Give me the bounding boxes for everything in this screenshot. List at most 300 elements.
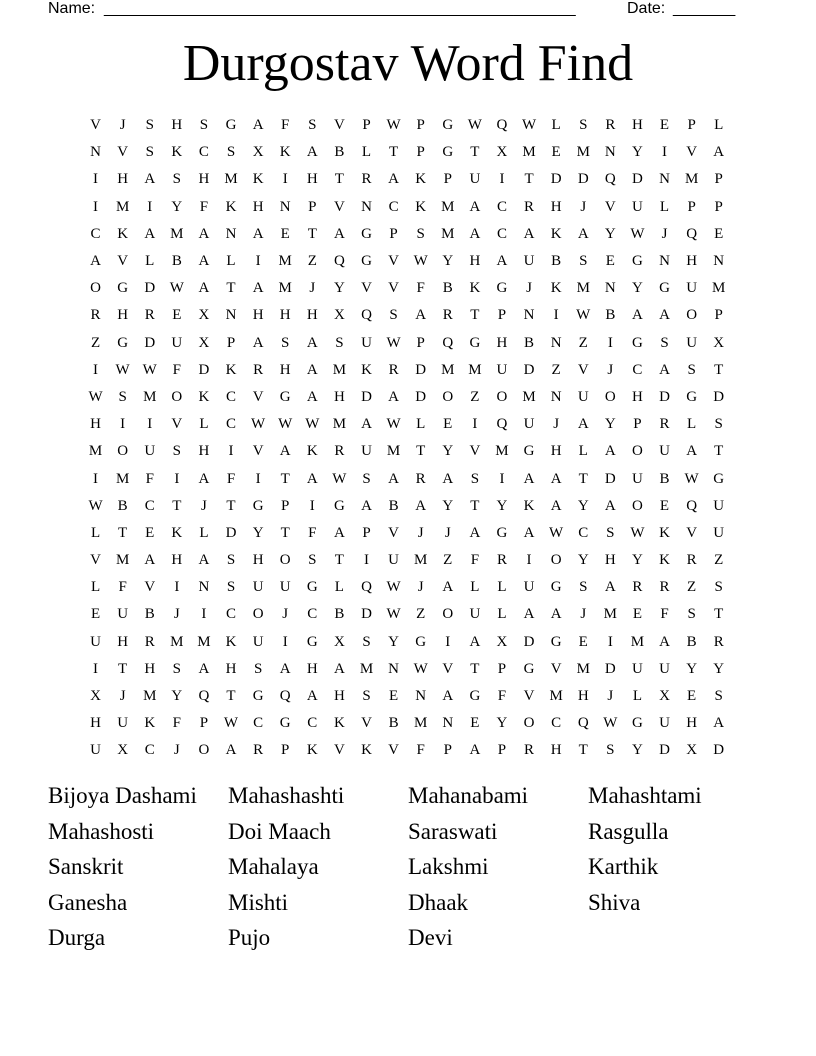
grid-letter: A bbox=[198, 660, 210, 677]
grid-letter: W bbox=[88, 388, 103, 405]
grid-letter: K bbox=[415, 198, 427, 215]
grid-letter: W bbox=[169, 280, 184, 297]
grid-letter: L bbox=[659, 198, 670, 215]
grid-letter: R bbox=[659, 416, 670, 433]
grid-letter: C bbox=[90, 225, 101, 242]
grid-letter: E bbox=[714, 225, 724, 242]
grid-letter: I bbox=[526, 552, 532, 569]
grid-letter: R bbox=[713, 633, 724, 650]
grid-letter: G bbox=[252, 497, 264, 514]
grid-letter: X bbox=[198, 334, 210, 351]
grid-letter: A bbox=[415, 307, 427, 324]
grid-letter: G bbox=[496, 524, 508, 541]
grid-letter: M bbox=[414, 552, 428, 569]
grid-letter: Z bbox=[307, 253, 317, 270]
grid-letter: E bbox=[443, 416, 453, 433]
grid-letter: S bbox=[714, 579, 723, 596]
grid-letter: Y bbox=[713, 660, 725, 677]
grid-letter: A bbox=[469, 198, 481, 215]
grid-letter: B bbox=[551, 253, 562, 270]
grid-letter: W bbox=[386, 117, 401, 134]
grid-letter: H bbox=[279, 307, 291, 324]
grid-letter: I bbox=[607, 633, 613, 650]
grid-letter: Z bbox=[578, 334, 588, 351]
grid-letter: P bbox=[281, 742, 290, 759]
grid-letter: K bbox=[198, 388, 210, 405]
grid-letter: O bbox=[198, 742, 210, 759]
grid-letter: W bbox=[386, 579, 401, 596]
grid-letter: Y bbox=[496, 497, 508, 514]
grid-letter: U bbox=[713, 524, 725, 541]
grid-letter: G bbox=[442, 117, 454, 134]
grid-letter: Q bbox=[496, 117, 508, 134]
grid-letter: M bbox=[359, 660, 374, 677]
grid-letter: M bbox=[522, 144, 536, 161]
grid-letter: G bbox=[686, 388, 698, 405]
grid-letter: Z bbox=[416, 606, 426, 623]
grid-letter: A bbox=[144, 225, 156, 242]
grid-letter: V bbox=[90, 552, 101, 569]
word-list-item: Mahanabami bbox=[408, 783, 529, 808]
grid-letter: J bbox=[444, 524, 451, 541]
grid-letter: W bbox=[630, 524, 645, 541]
grid-letter: A bbox=[604, 579, 616, 596]
grid-letter: K bbox=[361, 742, 372, 759]
grid-letter: I bbox=[472, 416, 478, 433]
grid-letter: M bbox=[332, 361, 347, 378]
grid-letter: J bbox=[553, 416, 560, 433]
grid-letter: A bbox=[632, 307, 643, 324]
grid-letter: X bbox=[117, 742, 129, 759]
grid-letter: T bbox=[226, 688, 236, 705]
grid-letter: U bbox=[686, 334, 698, 351]
grid-letter: G bbox=[523, 660, 535, 677]
grid-letter: S bbox=[145, 117, 154, 134]
grid-letter: R bbox=[253, 361, 264, 378]
grid-letter: Y bbox=[442, 253, 454, 270]
grid-letter: D bbox=[415, 388, 427, 405]
grid-letter: R bbox=[524, 742, 535, 759]
grid-letter: E bbox=[605, 253, 615, 270]
grid-row bbox=[82, 683, 734, 710]
grid-letter: Y bbox=[333, 280, 345, 297]
grid-letter: G bbox=[523, 443, 535, 460]
grid-letter: A bbox=[550, 606, 562, 623]
grid-letter: Y bbox=[604, 225, 616, 242]
grid-letter: G bbox=[659, 280, 670, 297]
word-list-item: Mahalaya bbox=[228, 854, 319, 880]
grid-letter: Q bbox=[686, 497, 698, 514]
grid-letter: Y bbox=[388, 633, 399, 650]
grid-letter: W bbox=[684, 470, 699, 487]
grid-letter: V bbox=[333, 198, 345, 215]
grid-letter: O bbox=[604, 388, 616, 405]
grid-letter: B bbox=[388, 715, 399, 732]
grid-letter: M bbox=[170, 225, 184, 242]
grid-letter: X bbox=[333, 633, 345, 650]
word-list-item: Mishti bbox=[228, 889, 289, 915]
grid-letter: V bbox=[252, 388, 264, 405]
grid-letter: O bbox=[686, 307, 698, 324]
grid-letter: F bbox=[172, 361, 181, 378]
grid-row bbox=[82, 357, 734, 384]
grid-letter: H bbox=[306, 660, 318, 677]
grid-letter: H bbox=[686, 715, 698, 732]
grid-letter: O bbox=[252, 606, 264, 623]
name-blank-line: _____________________________________________________ bbox=[104, 0, 576, 17]
grid-letter: M bbox=[115, 552, 130, 569]
grid-letter: B bbox=[524, 334, 535, 351]
word-list-item: Durga bbox=[48, 925, 106, 951]
grid-letter: Y bbox=[577, 552, 589, 569]
grid-letter: A bbox=[252, 117, 264, 134]
grid-letter: P bbox=[714, 198, 723, 215]
grid-letter: N bbox=[361, 198, 372, 215]
grid-letter: A bbox=[415, 497, 427, 514]
grid-letter: K bbox=[171, 524, 183, 541]
grid-letter: T bbox=[714, 361, 724, 378]
grid-letter: I bbox=[93, 361, 99, 378]
grid-letter: G bbox=[306, 633, 318, 650]
grid-letter: K bbox=[550, 225, 562, 242]
grid-letter: C bbox=[144, 742, 155, 759]
grid-letter: Y bbox=[496, 715, 508, 732]
grid-letter: B bbox=[659, 470, 670, 487]
grid-letter: D bbox=[144, 334, 156, 351]
grid-letter: X bbox=[686, 742, 698, 759]
grid-letter: G bbox=[632, 715, 643, 732]
grid-letter: N bbox=[550, 388, 562, 405]
grid-letter: Z bbox=[90, 334, 101, 351]
grid-letter: J bbox=[661, 225, 668, 242]
grid-letter: F bbox=[416, 742, 425, 759]
grid-letter: U bbox=[632, 198, 643, 215]
grid-letter: A bbox=[442, 688, 454, 705]
grid-letter: A bbox=[333, 524, 345, 541]
grid-letter: Y bbox=[171, 688, 183, 705]
grid-letter: G bbox=[632, 334, 643, 351]
grid-letter: T bbox=[578, 470, 588, 487]
word-list-item: Devi bbox=[408, 925, 453, 951]
grid-row bbox=[82, 574, 734, 601]
grid-letter: H bbox=[90, 416, 101, 433]
grid-letter: M bbox=[197, 633, 211, 650]
grid-letter: K bbox=[225, 198, 237, 215]
grid-letter: S bbox=[226, 579, 236, 596]
grid-letter: G bbox=[415, 633, 427, 650]
grid-letter: S bbox=[362, 688, 371, 705]
grid-letter: Q bbox=[361, 307, 372, 324]
grid-letter: F bbox=[308, 524, 317, 541]
grid-letter: G bbox=[713, 470, 725, 487]
grid-letter: P bbox=[443, 171, 452, 188]
grid-letter: J bbox=[173, 606, 180, 623]
grid-letter: Q bbox=[442, 334, 454, 351]
grid-letter: P bbox=[226, 334, 236, 351]
grid-letter: W bbox=[305, 416, 320, 433]
grid-letter: U bbox=[686, 280, 698, 297]
grid-letter: K bbox=[415, 171, 427, 188]
grid-letter: P bbox=[389, 225, 398, 242]
grid-letter: X bbox=[90, 688, 101, 705]
grid-letter: I bbox=[93, 171, 99, 188]
grid-letter: H bbox=[225, 660, 237, 677]
grid-letter: T bbox=[280, 524, 290, 541]
grid-letter: O bbox=[171, 388, 183, 405]
grid-letter: L bbox=[470, 579, 480, 596]
grid-letter: Y bbox=[442, 443, 454, 460]
grid-letter: K bbox=[550, 280, 562, 297]
grid-letter: Q bbox=[333, 253, 345, 270]
grid-letter: A bbox=[279, 660, 291, 677]
grid-letter: A bbox=[225, 742, 237, 759]
grid-letter: S bbox=[579, 117, 588, 134]
grid-letter: A bbox=[442, 470, 454, 487]
grid-letter: Y bbox=[252, 524, 264, 541]
grid-letter: C bbox=[198, 144, 209, 161]
grid-row bbox=[82, 166, 734, 193]
grid-letter: C bbox=[496, 225, 507, 242]
grid-letter: V bbox=[117, 144, 129, 161]
grid-letter: H bbox=[333, 688, 345, 705]
grid-letter: T bbox=[226, 497, 236, 514]
grid-letter: S bbox=[118, 388, 127, 405]
grid-letter: M bbox=[549, 688, 563, 705]
grid-letter: H bbox=[117, 633, 129, 650]
grid-letter: F bbox=[172, 715, 181, 732]
grid-letter: K bbox=[469, 280, 481, 297]
grid-letter: O bbox=[550, 552, 562, 569]
name-label: Name: bbox=[48, 0, 96, 17]
grid-letter: W bbox=[630, 225, 645, 242]
grid-letter: M bbox=[88, 443, 103, 460]
grid-letter: A bbox=[333, 660, 345, 677]
grid-letter: P bbox=[633, 416, 642, 433]
grid-letter: U bbox=[117, 606, 129, 623]
grid-letter: H bbox=[171, 552, 183, 569]
grid-letter: H bbox=[90, 715, 101, 732]
grid-letter: U bbox=[469, 606, 481, 623]
grid-letter: G bbox=[361, 253, 372, 270]
grid-letter: W bbox=[88, 497, 103, 514]
grid-letter: E bbox=[659, 497, 670, 514]
grid-letter: Y bbox=[632, 552, 643, 569]
grid-letter: M bbox=[278, 280, 292, 297]
grid-letter: G bbox=[361, 225, 372, 242]
grid-letter: G bbox=[333, 497, 345, 514]
grid-letter: I bbox=[93, 660, 99, 677]
grid-letter: V bbox=[388, 742, 399, 759]
grid-letter: J bbox=[417, 579, 424, 596]
grid-letter: B bbox=[334, 144, 345, 161]
grid-row bbox=[82, 656, 734, 683]
grid-letter: H bbox=[577, 688, 589, 705]
grid-letter: A bbox=[198, 280, 210, 297]
grid-letter: N bbox=[604, 280, 616, 297]
grid-letter: A bbox=[198, 552, 210, 569]
grid-letter: V bbox=[523, 688, 535, 705]
grid-letter: G bbox=[306, 579, 318, 596]
grid-letter: U bbox=[117, 715, 129, 732]
grid-letter: A bbox=[144, 171, 156, 188]
grid-letter: P bbox=[362, 117, 371, 134]
grid-letter: Z bbox=[470, 388, 480, 405]
grid-letter: E bbox=[632, 606, 642, 623]
grid-letter: D bbox=[632, 171, 643, 188]
grid-letter: H bbox=[496, 334, 508, 351]
grid-letter: K bbox=[523, 497, 535, 514]
grid-letter: G bbox=[442, 144, 454, 161]
grid-letter: X bbox=[496, 144, 508, 161]
grid-letter: V bbox=[171, 416, 183, 433]
grid-letter: N bbox=[550, 334, 562, 351]
word-list-item: Saraswati bbox=[408, 818, 498, 844]
grid-letter: M bbox=[522, 388, 536, 405]
grid-letter: B bbox=[686, 633, 697, 650]
grid-letter: M bbox=[414, 715, 428, 732]
grid-row bbox=[82, 438, 734, 465]
grid-letter: A bbox=[306, 470, 318, 487]
grid-letter: K bbox=[306, 742, 318, 759]
grid-letter: D bbox=[415, 361, 427, 378]
grid-letter: G bbox=[279, 388, 291, 405]
grid-letter: I bbox=[309, 497, 315, 514]
grid-letter: V bbox=[686, 144, 698, 161]
word-list-item: Karthik bbox=[588, 854, 659, 880]
grid-letter: A bbox=[306, 388, 318, 405]
grid-letter: J bbox=[119, 688, 126, 705]
grid-letter: Z bbox=[551, 361, 561, 378]
grid-letter: O bbox=[117, 443, 129, 460]
grid-letter: A bbox=[577, 225, 589, 242]
grid-letter: V bbox=[361, 280, 372, 297]
grid-letter: Q bbox=[198, 688, 210, 705]
grid-letter: T bbox=[524, 171, 534, 188]
grid-letter: A bbox=[523, 524, 535, 541]
grid-letter: M bbox=[576, 660, 590, 677]
grid-letter: G bbox=[496, 280, 508, 297]
grid-row bbox=[82, 302, 734, 329]
grid-letter: M bbox=[115, 198, 130, 215]
grid-letter: C bbox=[496, 198, 507, 215]
grid-letter: V bbox=[333, 742, 345, 759]
grid-letter: E bbox=[388, 688, 399, 705]
grid-letter: P bbox=[308, 198, 317, 215]
grid-letter: F bbox=[416, 280, 425, 297]
grid-letter: V bbox=[90, 117, 101, 134]
grid-row bbox=[82, 330, 734, 357]
grid-letter: A bbox=[469, 742, 481, 759]
grid-letter: M bbox=[170, 633, 184, 650]
grid-letter: P bbox=[281, 497, 290, 514]
grid-row bbox=[82, 737, 734, 764]
grid-letter: U bbox=[523, 416, 535, 433]
grid-letter: H bbox=[306, 171, 318, 188]
grid-letter: N bbox=[659, 253, 670, 270]
grid-letter: I bbox=[282, 633, 288, 650]
grid-letter: V bbox=[577, 361, 589, 378]
grid-letter: U bbox=[90, 633, 101, 650]
grid-letter: A bbox=[523, 470, 535, 487]
grid-letter: I bbox=[93, 470, 99, 487]
header-line bbox=[48, 0, 768, 20]
grid-letter: P bbox=[714, 171, 723, 188]
grid-letter: V bbox=[686, 524, 698, 541]
grid-letter: W bbox=[386, 334, 401, 351]
grid-letter: J bbox=[607, 361, 614, 378]
grid-letter: D bbox=[225, 524, 237, 541]
grid-letter: E bbox=[578, 633, 588, 650]
grid-letter: W bbox=[549, 524, 564, 541]
grid-letter: X bbox=[333, 307, 345, 324]
grid-letter: A bbox=[550, 497, 562, 514]
grid-letter: V bbox=[469, 443, 481, 460]
grid-letter: R bbox=[90, 307, 101, 324]
grid-letter: C bbox=[307, 715, 318, 732]
grid-letter: M bbox=[576, 280, 590, 297]
grid-letter: O bbox=[632, 443, 643, 460]
grid-letter: X bbox=[713, 334, 725, 351]
grid-letter: A bbox=[198, 470, 210, 487]
grid-letter: W bbox=[386, 416, 401, 433]
grid-letter: T bbox=[226, 280, 236, 297]
grid-letter: X bbox=[198, 307, 210, 324]
grid-letter: K bbox=[659, 524, 670, 541]
grid-letter: S bbox=[470, 470, 480, 487]
grid-letter: S bbox=[714, 688, 723, 705]
word-list-item: Mahashashti bbox=[228, 783, 345, 808]
grid-letter: B bbox=[334, 606, 345, 623]
grid-letter: F bbox=[118, 579, 127, 596]
grid-letter: V bbox=[252, 443, 264, 460]
grid-letter: U bbox=[144, 443, 156, 460]
grid-letter: H bbox=[198, 171, 210, 188]
grid-letter: A bbox=[388, 171, 399, 188]
grid-letter: R bbox=[388, 361, 399, 378]
grid-letter: F bbox=[660, 606, 669, 623]
grid-letter: O bbox=[442, 606, 454, 623]
grid-letter: L bbox=[145, 253, 155, 270]
grid-letter: P bbox=[687, 198, 696, 215]
grid-letter: J bbox=[282, 606, 289, 623]
grid-letter: I bbox=[201, 606, 207, 623]
grid-letter: S bbox=[660, 334, 669, 351]
grid-letter: G bbox=[117, 280, 129, 297]
grid-letter: V bbox=[144, 579, 156, 596]
grid-letter: H bbox=[198, 443, 210, 460]
word-list-item: Ganesha bbox=[48, 889, 128, 915]
grid-letter: J bbox=[580, 198, 587, 215]
grid-letter: U bbox=[496, 361, 508, 378]
grid-letter: E bbox=[90, 606, 101, 623]
grid-letter: A bbox=[523, 606, 535, 623]
grid-letter: T bbox=[578, 742, 588, 759]
date-label: Date: bbox=[627, 0, 666, 17]
grid-letter: U bbox=[252, 633, 264, 650]
grid-letter: H bbox=[117, 171, 129, 188]
grid-letter: L bbox=[199, 524, 209, 541]
grid-letter: A bbox=[604, 497, 616, 514]
grid-letter: U bbox=[632, 660, 643, 677]
grid-letter: S bbox=[308, 117, 317, 134]
grid-letter: W bbox=[332, 470, 347, 487]
grid-letter: S bbox=[281, 334, 290, 351]
grid-letter: S bbox=[226, 552, 236, 569]
grid-letter: N bbox=[659, 171, 670, 188]
grid-letter: V bbox=[388, 253, 399, 270]
grid-letter: I bbox=[499, 470, 505, 487]
grid-letter: C bbox=[226, 606, 237, 623]
